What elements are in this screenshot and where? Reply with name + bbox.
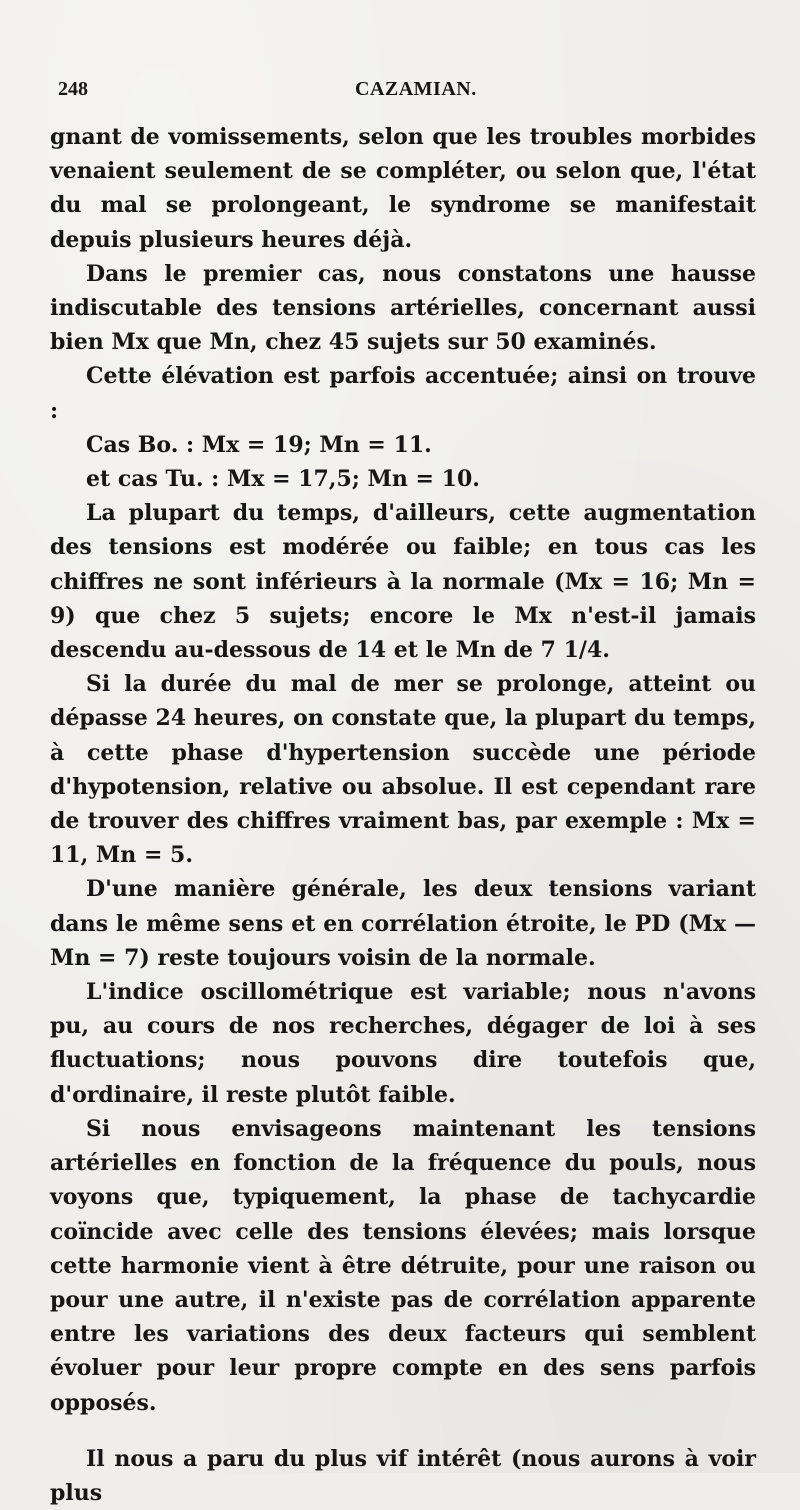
case-line: et cas Tu. : Mx = 17,5; Mn = 10. xyxy=(86,466,480,493)
paragraph: Cette élévation est parfois accentuée; ainsi on trouve : xyxy=(50,363,756,424)
paragraph: L'indice oscillométrique est variable; nous n'avons pu, au cours de nos recherches, dégager de loi à ses fluctuations; nous pouvons dire toutefois que, d'ordinaire, il reste plutôt faible. xyxy=(50,979,756,1108)
case-line: Cas Bo. : Mx = 19; Mn = 11. xyxy=(86,431,432,458)
paragraph: Dans le premier cas, nous constatons une hausse indiscutable des tensions artérielles, concernant aussi bien Mx que Mn, chez 45 sujets sur 50 examinés. xyxy=(50,260,756,356)
paragraph: D'une manière générale, les deux tensions variant dans le même sens et en corrélation étroite, le PD (Mx — Mn = 7) reste toujours voisin de la normale. xyxy=(50,876,756,971)
paragraph: gnant de vomissements, selon que les troubles morbides venaient seulement de se compléter, ou selon que, l'état du mal se prolongeant, le syndrome se manifestait depuis plusieurs heures déjà. xyxy=(50,124,756,253)
paragraph: Si la durée du mal de mer se prolonge, atteint ou dépasse 24 heures, on constate que, la plupart du temps, à cette phase d'hypertension succède une période d'hypotension, relative ou absolue. Il est cependant rare de trouver des chiffres vraiment bas, par exemple : Mx = 11, Mn = 5. xyxy=(50,671,756,869)
paragraph: La plupart du temps, d'ailleurs, cette augmentation des tensions est modérée ou faible; en tous cas les chiffres ne sont inférieurs à la normale (Mx = 16; Mn = 9) que chez 5 sujets; encore le Mx n'est-il jamais descendu au-dessous de 14 et le Mn de 7 1/4. xyxy=(50,500,756,664)
page-header xyxy=(50,78,750,108)
paragraph: Il nous a paru du plus vif intérêt (nous aurons à voir plus xyxy=(50,1445,756,1506)
page-number: 248 xyxy=(58,78,88,100)
paragraph: Si nous envisageons maintenant les tensions artérielles en fonction de la fréquence du pouls, nous voyons que, typiquement, la phase de tachycardie coïncide avec celle des tensions élevées; mais lorsque cette harmonie vient à être détruite, pour une raison ou pour une autre, il n'existe pas de corrélation apparente entre les variations des deux facteurs qui semblent évoluer pour leur propre compte en des sens parfois opposés. xyxy=(50,1115,756,1416)
body-text xyxy=(50,120,756,1510)
running-title: CAZAMIAN. xyxy=(355,78,477,100)
